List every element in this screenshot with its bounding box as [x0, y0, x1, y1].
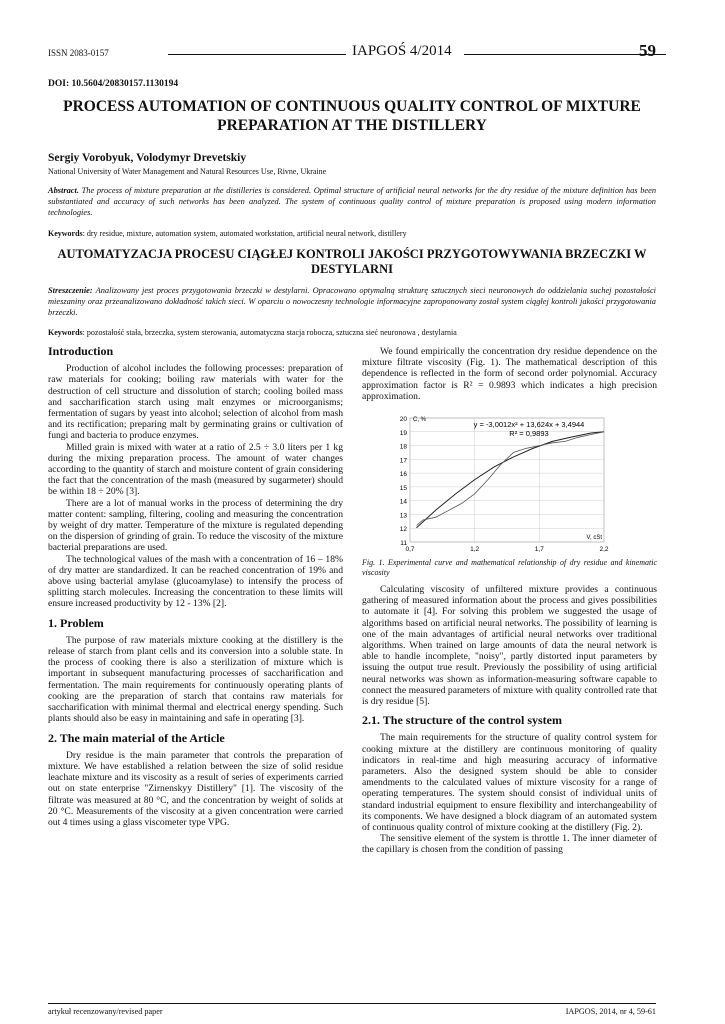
figure-1-caption: Fig. 1. Experimental curve and mathematical relationship of dry residue and kinematic viscosity — [362, 558, 657, 578]
x-tick-label: 1,2 — [470, 546, 480, 554]
doi: DOI: 10.5604/20830157.1130194 — [48, 79, 179, 89]
paragraph: The main requirements for the structure of quality control system for cooking mixture at the distillery are continuous monitoring of quality indicators in real-time and high measuring accuracy of informative parameters. Also the designed system should be able to consider amendments to the calculated values of mixture viscosity for a range of operating temperatures. The system should consist of individual units of standard industrial equipment to ensure flexibility and interchangeability of its components. We have designed a block diagram of an automated system of continuous quality control of mixture cooking at the distillery (Fig. 2). — [362, 732, 657, 834]
footer-left: artykuł recenzowany/revised paper — [48, 1007, 163, 1016]
page-header — [48, 41, 656, 64]
keywords-text: : dry residue, mixture, automation system, automated workstation, artificial neural network, distillery — [82, 229, 407, 238]
heading-problem: 1. Problem — [48, 615, 104, 630]
keywords-pl-text: : pozostałość stała, brzeczka, system sterowania, automatyczna stacja robocza, sztuczna sieć neuronowa , destylarnia — [82, 328, 457, 337]
paragraph: The purpose of raw materials mixture cooking at the distillery is the release of starch from plant cells and its conversion into a soluble state. In the process of cooking there is also a sterilization of mixture which is important in subsequent manufacturing processes of saccharification and fermentation. The main requirements for continuously operating plants of cooking are the preparation of starch that contains raw materials for saccharification with minimal thermal and electrical energy spending. Such plants should also be easy in maintaining and safe in operating [3]. — [48, 634, 343, 725]
keywords-pl-label: Keywords — [48, 328, 83, 337]
abstract-pl-text: Analizowany jest proces przygotowania brzeczki w destylarni. Opracowano optymalną strukturę sztucznych sieci neuronowych do oddzielania suchej pozostałości mieszaniny oraz przeanalizowano dokładność takich sieci. W oparciu o nowoczesny technologie informacyjne zaproponowany został system ciągłej kontroli jakości przygotowania brzeczki. — [48, 286, 656, 317]
heading-structure: 2.1. The structure of the control system — [362, 713, 562, 728]
right-column — [362, 346, 657, 856]
left-column — [48, 346, 343, 828]
keywords-pl — [48, 328, 656, 337]
y-tick-label: 20 — [399, 416, 407, 424]
paragraph: Dry residue is the main parameter that controls the preparation of mixture. We have established a relation between the size of solid residue leachate mixture and its viscosity as a result of series of experiments carried out on state enterprise "Zirnenskyy Distillery" [1]. The viscosity of the filtrate was measured at 80 °C, and the concentration by weight of solids at 20 °C. Measurements of the viscosity at a given concentration were carried out 4 times using a glass viscometer type VPG. — [48, 749, 343, 828]
x-tick-label: 2,2 — [599, 546, 609, 554]
keywords — [48, 229, 656, 238]
y-tick-label: 17 — [399, 457, 407, 465]
y-tick-label: 18 — [399, 443, 407, 451]
figure-1-chart — [362, 406, 657, 558]
y-axis-label: C, % — [413, 417, 427, 424]
paragraph: Calculating viscosity of unfiltered mixture provides a continuous gathering of measured information about the process and gives possibilities to automate it [4]. For solving this problem we suggested the usage of algorithms based on artificial neural networks. The possibility of learning is one of the main advantages of artificial neural networks over traditional algorithms. When trained on large amounts of data the neural network is able to handle incomplete, "noisy", partly distorted input parameters by issuing the output true result. Previously the possibility of using artificial neural networks was shown as information-measuring software capable to connect the measured parameters of mixture with quality controlled rate that is dry residue [5]. — [362, 584, 657, 708]
abstract-pl-label: Streszczenie: — [48, 286, 93, 295]
heading-main-material: 2. The main material of the Article — [48, 730, 225, 745]
paragraph: We found empirically the concentration dry residue dependence on the mixture filtrate viscosity (Fig. 1). The mathematical description of this dependence is reflected in the form of second order polynomial. Accuracy approximation factor is R² = 0.9893 which indicates a high precision approximation. — [362, 346, 657, 402]
issn: ISSN 2083-0157 — [48, 48, 109, 58]
title-pl: AUTOMATYZACJA PROCESU CIĄGŁEJ KONTROLI JAKOŚCI PRZYGOTOWYWANIA BRZECZKI W DESTYLARNI — [57, 247, 647, 276]
abstract — [48, 185, 656, 218]
x-axis-label: V, cSt — [586, 535, 602, 542]
x-tick-label: 1,7 — [534, 546, 544, 554]
keywords-label: Keywords — [48, 229, 83, 238]
equation-label: y = -3,0012x² + 13,624x + 3,4944 — [473, 420, 585, 430]
y-tick-label: 12 — [399, 526, 407, 534]
y-tick-label: 13 — [399, 512, 407, 520]
y-tick-label: 14 — [399, 498, 407, 506]
header-rule-right — [464, 54, 666, 55]
paragraph: The technological values of the mash with a concentration of 16 – 18% of dry matter are standardized. It can be reached concentration of 19% and above using bacterial amylase (glucoamylase) to intensify the process of splitting starch molecules. Increasing the concentration to these limits will ensure increased productivity by 12 - 13% [2]. — [48, 553, 343, 610]
y-tick-label: 19 — [399, 429, 407, 437]
y-tick-label: 11 — [400, 540, 407, 548]
journal-name: IAPGOŚ 4/2014 — [352, 43, 452, 59]
r-squared-label: R² = 0,9893 — [509, 429, 549, 439]
y-tick-label: 15 — [399, 484, 407, 492]
heading-introduction: Introduction — [48, 344, 114, 358]
abstract-pl — [48, 285, 656, 318]
abstract-text: The process of mixture preparation at the distilleries is considered. Optimal structure of artificial neural networks for the dry residue of the mixture definition has been substantiated and accuracy of such networks has been analyzed. The system of continuous quality control of mixture preparation is proposed using modern information technologies. — [48, 186, 657, 217]
title-en: PROCESS AUTOMATION OF CONTINUOUS QUALITY CONTROL OF MIXTURE PREPARATION AT THE DISTILLERY — [63, 98, 641, 134]
paragraph: Production of alcohol includes the following processes: preparation of raw materials for cooking; boiling raw materials with water for the destruction of cell structure and dissolution of starch; cooling boiled mass and saccharification starch using malt enzymes or microorganisms; fermentation of sugars by yeast into alcohol; selection of alcohol from mash and its rectification; preparing malt by germinating grains or cultivation of fungi and bacteria to produce enzymes. — [48, 363, 343, 442]
paragraph: There are a lot of manual works in the process of determining the dry matter content: sampling, filtering, cooling and measuring the concentration by weight of dry matter. Temperature of the mixture is regulated depending on the dispersion of grinding of grain. To reduce the viscosity of the mixture bacterial preparations are used. — [48, 497, 343, 554]
y-tick-label: 16 — [399, 471, 407, 479]
x-tick-label: 0,7 — [405, 546, 415, 554]
page-footer — [48, 1003, 656, 1016]
header-rule-left — [168, 54, 346, 55]
footer-right: IAPGOS, 2014, nr 4, 59-61 — [565, 1007, 656, 1016]
abstract-label: Abstract. — [48, 186, 79, 195]
authors: Sergiy Vorobyuk, Volodymyr Drevetskiy — [48, 152, 247, 164]
page-number: 59 — [639, 41, 656, 60]
paragraph: The sensitive element of the system is throttle 1. The inner diameter of the capillary is chosen from the condition of passing — [362, 833, 657, 856]
paragraph: Milled grain is mixed with water at a ratio of 2.5 ÷ 3.0 liters per 1 kg during the mixing preparation process. The amount of water changes according to the quantity of starch and moisture content of grain considering the fact that the concentration of the mash (measured by sugarmeter) should be within 18 ÷ 20% [3]. — [48, 441, 343, 498]
affiliation: National University of Water Management and Natural Resources Use, Rivne, Ukraine — [48, 167, 327, 176]
